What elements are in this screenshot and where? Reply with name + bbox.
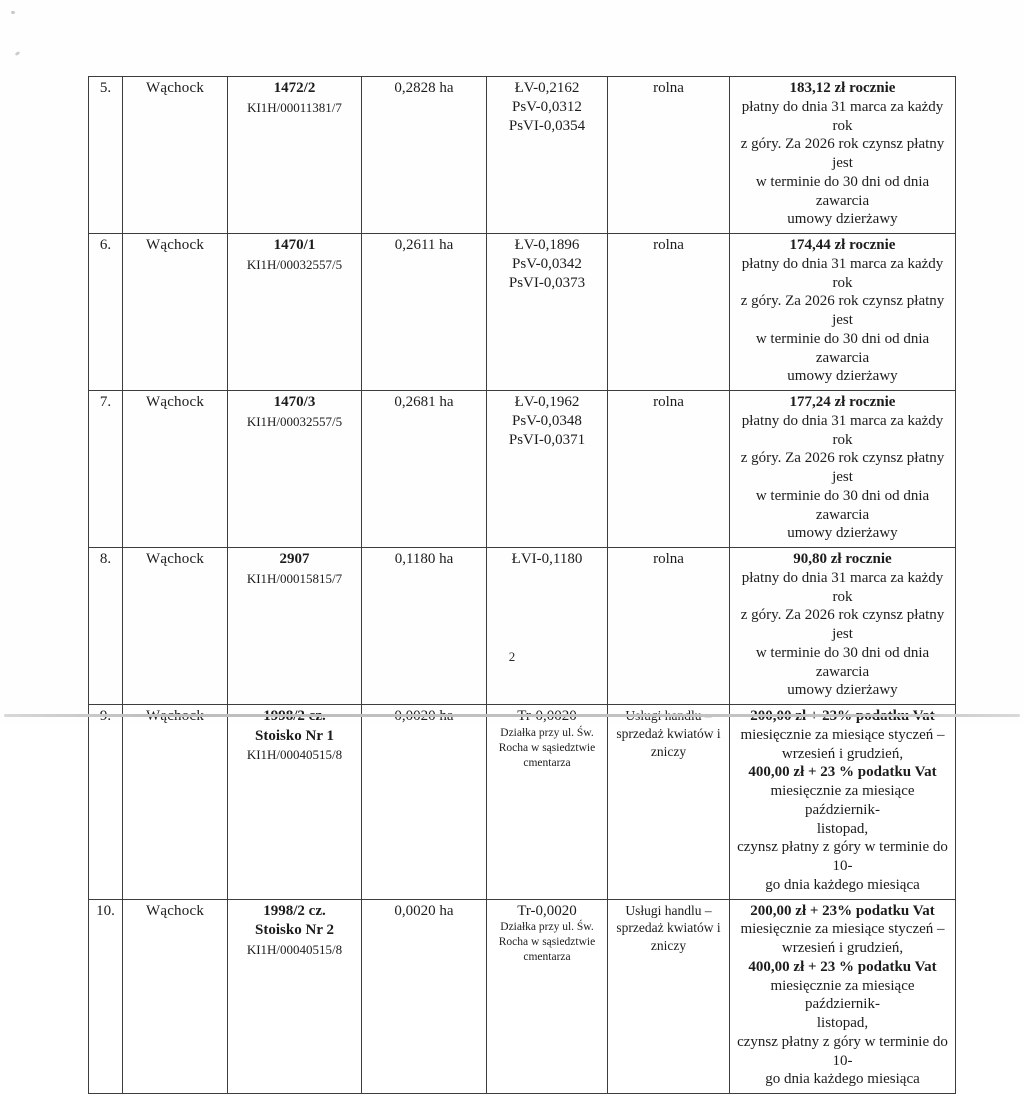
cell-land-class [487,234,608,391]
land-class-codes: ŁV-0,2162 PsV-0,0312 PsVI-0,0354 [508,80,586,134]
cell-row-number [89,705,123,900]
plot-number: 2907 [279,551,310,567]
table-row [89,234,956,391]
plot-number: 1470/3 [273,394,316,410]
cell-plot [228,234,362,391]
land-class-codes: ŁVI-0,1180 [511,551,583,567]
rent-amount: 400,00 zł + 23 % podatku Vat [748,764,937,781]
cell-land-use: rolna [608,391,730,548]
cell-place [123,705,228,900]
cell-land-class [487,391,608,548]
page-number: 2 [508,649,516,664]
table-row [89,899,956,1094]
cell-place: Wąchock [123,548,228,705]
cell-row-number: 10. [89,899,123,1094]
cell-plot [228,899,362,1094]
cell-place: Wąchock [123,77,228,234]
rent-terms-text: płatny do dnia 31 marca za każdy rok z góry. Za 2026 rok czynsz płatny jest w terminie do 30 dni od dnia zawarcia umowy dzierżawy [740,255,945,385]
land-register-number: KI1H/00032557/5 [246,256,343,272]
cell-land-use: rolna [608,548,730,705]
rent-amount: 183,12 zł rocznie [789,80,896,96]
cell-land-class [487,705,608,900]
rent-terms-text: miesięcznie za miesiące styczeń – wrzesień i grudzień, [740,921,945,956]
cell-rent-terms [730,234,956,391]
plot-number: 1470/1 [273,237,316,253]
location-note: Działka przy ul. Św. Rocha w sąsiedztwie cmentarza [498,921,596,964]
land-register-number: KI1H/00040515/8 [246,941,343,957]
rent-terms-text: płatny do dnia 31 marca za każdy rok z góry. Za 2026 rok czynsz płatny jest w terminie do 30 dni od dnia zawarcia umowy dzierżawy [740,412,945,542]
cell-area: 0,2828 ha [362,77,487,234]
plot-number: 1998/2 cz. Stoisko Nr 2 [255,902,334,938]
table-row [89,391,956,548]
cell-land-use: rolna [608,234,730,391]
cell-row-number: 6. [89,234,123,391]
plot-number: Stoisko Nr 1 [255,727,334,744]
cell-place: Wąchock [123,899,228,1094]
cell-plot [228,705,362,900]
cell-land-class [487,899,608,1094]
cell-plot [228,391,362,548]
cell-rent-terms [730,77,956,234]
rent-terms-text: płatny do dnia 31 marca za każdy rok z góry. Za 2026 rok czynsz płatny jest w terminie do 30 dni od dnia zawarcia umowy dzierżawy [740,569,945,699]
cell-row-number: 5. [89,77,123,234]
plot-number: 1472/2 [273,80,316,96]
cell-land-use: rolna [608,77,730,234]
cell-land-class [487,548,608,705]
cell-row-number: 8. [89,548,123,705]
lease-table-body [89,77,956,1094]
cell-area: 0,0020 ha [362,899,487,1094]
cell-plot [228,77,362,234]
lease-table [88,76,956,1094]
cell-area [362,705,487,900]
cell-rent-terms [730,705,956,900]
cell-land-class [487,77,608,234]
table-row [89,77,956,234]
cell-rent-terms [730,899,956,1094]
rent-terms-text: płatny do dnia 31 marca za każdy rok z góry. Za 2026 rok czynsz płatny jest w terminie do 30 dni od dnia zawarcia umowy dzierżawy [740,98,945,228]
rent-terms-text: czynsz płatny z góry w terminie do 10- go dnia każdego miesiąca [737,1033,948,1088]
location-note: Działka przy ul. Św. Rocha w sąsiedztwie cmentarza [498,726,596,769]
rent-terms-text: miesięcznie za miesiące styczeń – wrzesień i grudzień, [740,726,945,762]
scan-speck-icon [11,10,16,14]
cell-rent-terms [730,391,956,548]
rent-terms-text: miesięcznie za miesiące październik- listopad, [770,977,915,1031]
cell-rent-terms [730,548,956,705]
table-row [89,705,956,900]
rent-amount: 200,00 zł + 23% podatku Vat [750,902,935,919]
cell-area: 0,2681 ha [362,391,487,548]
rent-amount: 90,80 zł rocznie [793,551,892,567]
scan-speck-icon [15,51,21,56]
cell-plot [228,548,362,705]
cell-place: Wąchock [123,234,228,391]
cell-land-use: sprzedaż kwiatów i zniczy [608,705,730,900]
land-class-codes: ŁV-0,1962 PsV-0,0348 PsVI-0,0371 [508,394,586,448]
cell-row-number: 7. [89,391,123,548]
land-register-number: KI1H/00032557/5 [246,413,343,429]
cell-area: 0,1180 ha [362,548,487,705]
cell-land-use: Usługi handlu – sprzedaż kwiatów i zniczy [608,899,730,1094]
rent-terms-text: czynsz płatny z góry w terminie do 10- go dnia każdego miesiąca [737,839,948,893]
rent-amount: 174,44 zł rocznie [789,237,896,253]
rent-terms-text: miesięcznie za miesiące październik- listopad, [770,783,915,837]
scan-artifact-line [4,714,1020,717]
cell-area: 0,2611 ha [362,234,487,391]
rent-amount: 177,24 zł rocznie [789,394,896,410]
table-row [89,548,956,705]
land-class-codes: Tr-0,0020 [517,902,577,919]
cell-place: Wąchock [123,391,228,548]
land-register-number: KI1H/00040515/8 [246,747,343,762]
land-register-number: KI1H/00011381/7 [247,99,342,115]
land-class-codes: ŁV-0,1896 PsV-0,0342 PsVI-0,0373 [508,237,586,291]
land-register-number: KI1H/00015815/7 [246,570,343,586]
rent-amount: 400,00 zł + 23 % podatku Vat [748,958,937,975]
